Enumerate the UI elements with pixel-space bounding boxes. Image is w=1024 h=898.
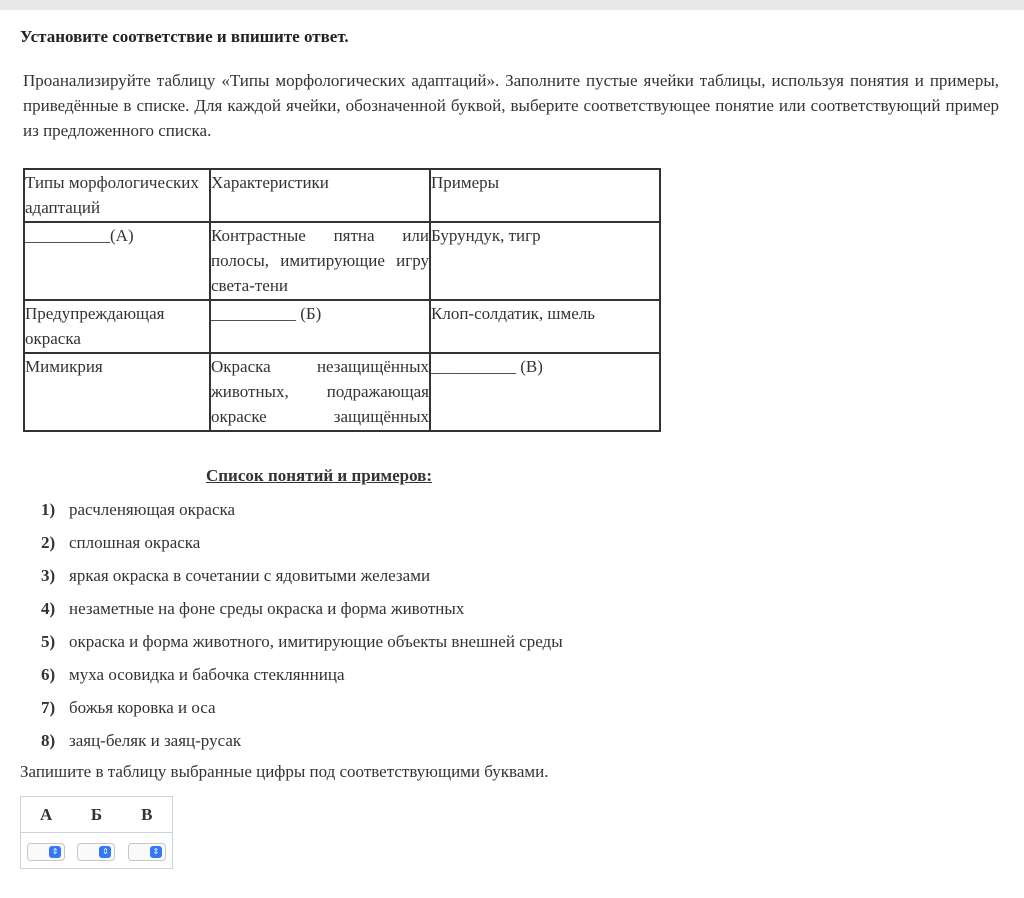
table-row: [24, 353, 660, 431]
list-item: [41, 596, 563, 629]
list-item-number: 8): [41, 731, 56, 750]
table-cell: Клоп-солдатик, шмель: [430, 300, 660, 353]
adaptation-table: [23, 168, 661, 432]
answer-letter-b: Б: [90, 805, 103, 824]
list-item: [41, 695, 563, 728]
header-cell-examples: Примеры: [430, 169, 660, 222]
answer-select-b[interactable]: [77, 843, 115, 861]
chevron-up-down-icon: ⇕: [99, 846, 111, 858]
answer-letter-a: А: [40, 805, 53, 824]
table-cell: Контрастные пятна или полосы, имитирующие игру света-тени: [210, 222, 430, 300]
list-item-number: 1): [41, 500, 56, 519]
table-cell: Мимикрия: [24, 353, 210, 431]
list-item-text: божья коровка и оса: [69, 698, 216, 717]
list-item-number: 7): [41, 698, 56, 717]
list-item-number: 2): [41, 533, 56, 552]
table-row: [24, 222, 660, 300]
list-item-text: расчленяющая окраска: [69, 500, 236, 519]
task-intro: Проанализируйте таблицу «Типы морфологических адаптаций». Заполните пустые ячейки таблицы, используя понятия и примеры, приведённые в списке. Для каждой ячейки, обозначенной буквой, выберите соответствующее понятие или соответствующий пример из предложенного списка.: [23, 71, 999, 140]
table-cell: Предупреждающая окраска: [24, 300, 210, 353]
task-title: Установите соответствие и впишите ответ.: [20, 27, 349, 46]
list-item: [41, 662, 563, 695]
answer-select-v[interactable]: [128, 843, 166, 861]
answer-select-a[interactable]: [27, 843, 65, 861]
list-item: [41, 530, 563, 563]
table-cell: Бурундук, тигр: [430, 222, 660, 300]
list-item-text: муха осовидка и бабочка стеклянница: [69, 665, 345, 684]
list-item-number: 6): [41, 665, 56, 684]
list-item: [41, 629, 563, 662]
table-cell: __________ (В): [430, 353, 660, 431]
list-item: [41, 563, 563, 596]
table-header-row: [24, 169, 660, 222]
list-title: Список понятий и примеров:: [205, 466, 433, 485]
answer-instruction: Запишите в таблицу выбранные цифры под соответствующими буквами.: [20, 762, 549, 781]
header-cell-types: Типы морфологических адаптаций: [24, 169, 210, 222]
table-cell: __________(А): [24, 222, 210, 300]
table-cell: Окраска незащищённых животных, подражающая окраске защищённых: [210, 353, 430, 431]
answer-header-row: [21, 797, 172, 833]
list-item-number: 5): [41, 632, 56, 651]
list-item-number: 3): [41, 566, 56, 585]
list-item: [41, 497, 563, 530]
header-cell-characteristics: Характеристики: [210, 169, 430, 222]
table-cell: __________ (Б): [210, 300, 430, 353]
concept-list: [41, 497, 563, 761]
list-item-text: заяц-беляк и заяц-русак: [69, 731, 242, 750]
table-row: [24, 300, 660, 353]
chevron-up-down-icon: ⇕: [49, 846, 61, 858]
answer-select-row: [21, 833, 172, 861]
list-item-text: сплошная окраска: [69, 533, 201, 552]
top-bar: [0, 0, 1024, 10]
list-item-number: 4): [41, 599, 56, 618]
answer-letter-v: В: [141, 805, 153, 824]
answer-table: [20, 796, 173, 869]
list-item: [41, 728, 563, 761]
chevron-up-down-icon: ⇕: [150, 846, 162, 858]
list-item-text: яркая окраска в сочетании с ядовитыми железами: [69, 566, 431, 585]
list-item-text: незаметные на фоне среды окраска и форма животных: [69, 599, 465, 618]
list-item-text: окраска и форма животного, имитирующие объекты внешней среды: [69, 632, 563, 651]
